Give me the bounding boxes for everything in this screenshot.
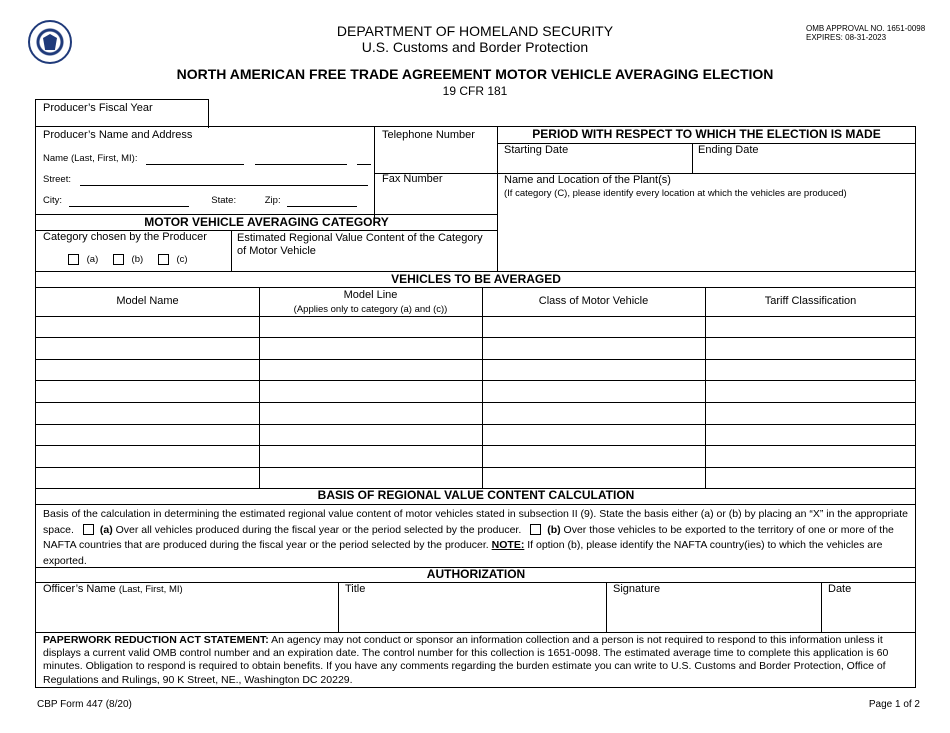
- basis-a-label: (a): [99, 523, 113, 536]
- zip-label: Zip:: [264, 195, 281, 206]
- fiscal-year-box[interactable]: [35, 99, 209, 128]
- basis-intro: Basis of the calculation in determining the estimated regional value content of motor vehicles stated in subsection II (9). State the basis either (a) or (b) by placing an “X” in the appropriate space.: [43, 508, 908, 536]
- category-heading: MOTOR VEHICLE AVERAGING CATEGORY: [144, 215, 389, 229]
- officer-label: Officer’s Name: [43, 583, 116, 595]
- street-field[interactable]: [43, 173, 368, 186]
- omb-info: [806, 24, 925, 42]
- basis-text: [43, 507, 913, 569]
- table-row[interactable]: [36, 467, 916, 468]
- col-tariff: Tariff Classification: [764, 295, 857, 307]
- basis-b-text: Over those vehicles to be exported to the territory of one or more of the NAFTA countries that are produced during the fiscal year or the period selected by the producer.: [43, 523, 894, 551]
- table-row[interactable]: [36, 337, 916, 338]
- city-state-zip-field[interactable]: [43, 194, 357, 207]
- fax-label: Fax Number: [382, 173, 443, 185]
- fiscal-year-label: Producer’s Fiscal Year: [43, 102, 153, 114]
- city-label: City:: [43, 195, 62, 206]
- authorization-heading: AUTHORIZATION: [426, 567, 526, 581]
- form-title: NORTH AMERICAN FREE TRADE AGREEMENT MOTOR VEHICLE AVERAGING ELECTION: [176, 66, 774, 82]
- starting-date-label: Starting Date: [504, 144, 569, 156]
- col-model-line: Model Line: [343, 289, 398, 301]
- table-row[interactable]: [36, 445, 916, 446]
- date-label: Date: [828, 583, 852, 595]
- page-number: Page 1 of 2: [868, 699, 920, 710]
- ending-date-label: Ending Date: [698, 144, 759, 156]
- name-last-line[interactable]: [146, 154, 244, 165]
- form-number: CBP Form 447 (8/20): [37, 699, 132, 710]
- basis-b-label: (b): [547, 523, 561, 536]
- paperwork-statement: [43, 634, 913, 687]
- table-row[interactable]: [36, 359, 916, 360]
- basis-a-checkbox[interactable]: [83, 524, 94, 535]
- plants-note: (If category (C), please identify every location at which the vehicles are produced): [504, 188, 847, 199]
- category-a-checkbox[interactable]: [68, 254, 79, 265]
- table-row[interactable]: [36, 424, 916, 425]
- form-cfr: 19 CFR 181: [442, 84, 508, 98]
- basis-note-label: NOTE:: [491, 539, 525, 551]
- category-a-label: (a): [86, 254, 99, 265]
- period-heading: PERIOD WITH RESPECT TO WHICH THE ELECTION IS MADE: [532, 127, 881, 141]
- col-class: Class of Motor Vehicle: [538, 295, 649, 307]
- col-model-name: Model Name: [116, 295, 179, 307]
- rvc-label: [237, 232, 483, 258]
- producer-label: Producer’s Name and Address: [43, 129, 193, 141]
- name-label: Name (Last, First, MI):: [43, 153, 138, 164]
- street-label: Street:: [43, 174, 71, 185]
- officer-note: (Last, First, MI): [118, 584, 183, 595]
- category-options: [68, 253, 188, 266]
- category-chosen-label: Category chosen by the Producer: [43, 231, 207, 243]
- agency-line2: U.S. Customs and Border Protection: [361, 39, 589, 55]
- telephone-label: Telephone Number: [382, 129, 475, 141]
- category-b-label: (b): [131, 254, 144, 265]
- form-body: [35, 126, 916, 688]
- table-row[interactable]: [36, 402, 916, 403]
- col-model-line-note: (Applies only to category (a) and (c)): [293, 304, 448, 315]
- street-line[interactable]: [80, 175, 368, 186]
- omb-expires: EXPIRES: 08-31-2023: [806, 33, 887, 42]
- category-c-checkbox[interactable]: [158, 254, 169, 265]
- agency-header: [300, 23, 650, 55]
- state-label: State:: [211, 195, 237, 206]
- rvc-label-line1: Estimated Regional Value Content of the Category: [237, 232, 483, 244]
- rvc-label-line2: of Motor Vehicle: [237, 245, 316, 257]
- category-b-checkbox[interactable]: [113, 254, 124, 265]
- paperwork-heading: PAPERWORK REDUCTION ACT STATEMENT:: [43, 634, 269, 646]
- city-line[interactable]: [69, 196, 189, 207]
- table-row[interactable]: [36, 380, 916, 381]
- basis-note-text: If option (b), please identify the NAFTA country(ies) to which the vehicles are exported.: [43, 539, 883, 567]
- producer-name-field[interactable]: [43, 152, 371, 165]
- signature-label: Signature: [613, 583, 661, 595]
- basis-b-checkbox[interactable]: [530, 524, 541, 535]
- officer-name-field[interactable]: [43, 583, 183, 596]
- dhs-seal-icon: [28, 20, 72, 64]
- category-c-label: (c): [176, 254, 188, 265]
- basis-a-text: Over all vehicles produced during the fiscal year or the period selected by the producer.: [115, 523, 522, 536]
- title-label: Title: [345, 583, 366, 595]
- plants-label: Name and Location of the Plant(s): [504, 174, 671, 186]
- agency-line1: DEPARTMENT OF HOMELAND SECURITY: [336, 23, 614, 39]
- name-first-line[interactable]: [255, 154, 347, 165]
- zip-line[interactable]: [287, 196, 357, 207]
- name-mi-line[interactable]: [357, 154, 371, 165]
- basis-heading: BASIS OF REGIONAL VALUE CONTENT CALCULATION: [317, 488, 635, 502]
- vehicles-heading: VEHICLES TO BE AVERAGED: [391, 272, 561, 286]
- omb-approval: OMB APPROVAL NO. 1651-0098: [806, 24, 926, 33]
- paperwork-text: An agency may not conduct or sponsor an information collection and a person is not required to respond to this information unless it displays a current valid OMB control number and an expiration date. The control number for this collection is 1651-0098. The estimated average time to complete this application is 60 minutes. Obligation to respond is required to obtain benefits. If you have any comments regarding the burden estimate you can write to U.S. Customs and Border Protection, Office of Regulations and Rulings, 90 K Street, NE., Washington DC 20229.: [43, 634, 889, 686]
